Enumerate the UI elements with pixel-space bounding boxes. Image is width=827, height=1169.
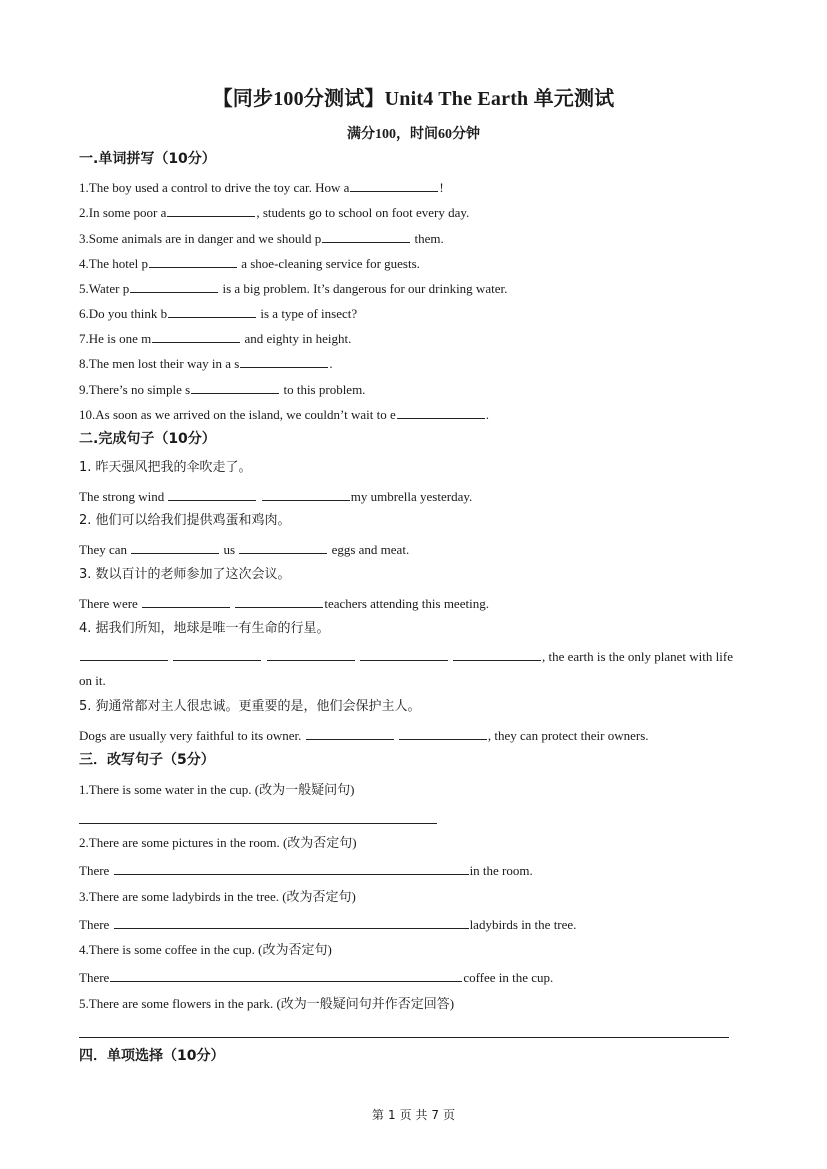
question-item: 5.There are some flowers in the park. (改为一般疑问句并作否定回答): [79, 996, 455, 1011]
question-item: 3.There are some ladybirds in the tree. (改为否定句): [79, 889, 356, 904]
answer-blank[interactable]: [131, 541, 219, 554]
section-heading: 一.单词拼写（10分）: [79, 151, 216, 167]
answer-blank[interactable]: [350, 179, 438, 192]
answer-blank[interactable]: [239, 541, 327, 554]
question-item: 5.Water p is a big problem. It’s dangerous for our drinking water.: [79, 281, 508, 296]
question-item: 1.The boy used a control to drive the toy car. How a !: [79, 180, 444, 195]
answer-blank[interactable]: [235, 595, 323, 608]
answer-blank[interactable]: [114, 916, 469, 929]
question-item: There were teachers attending this meeting.: [79, 596, 489, 611]
answer-blank[interactable]: [191, 381, 279, 394]
question-item-continued: on it.: [79, 673, 106, 688]
page-footer: 第 1 页 共 7 页: [371, 1108, 456, 1122]
chinese-prompt: 1. 昨天强风把我的伞吹走了。: [79, 460, 252, 475]
answer-blank[interactable]: [240, 355, 328, 368]
question-item: 9.There’s no simple s to this problem.: [79, 382, 366, 397]
answer-blank[interactable]: [453, 648, 541, 661]
answer-blank[interactable]: [80, 648, 168, 661]
answer-blank[interactable]: [149, 255, 237, 268]
chinese-prompt: 2. 他们可以给我们提供鸡蛋和鸡肉。: [79, 513, 291, 528]
question-item: Dogs are usually very faithful to its owner. , they can protect their owners.: [79, 728, 649, 743]
answer-blank[interactable]: [262, 488, 350, 501]
answer-blank[interactable]: [142, 595, 230, 608]
question-item: 2.There are some pictures in the room. (改为否定句): [79, 835, 357, 850]
answer-blank[interactable]: [114, 862, 469, 875]
page-subtitle: 满分100，时间60分钟: [347, 127, 480, 142]
answer-blank[interactable]: [152, 330, 240, 343]
question-item: 10.As soon as we arrived on the island, we couldn’t wait to e .: [79, 407, 489, 422]
answer-blank[interactable]: [360, 648, 448, 661]
answer-blank[interactable]: [130, 280, 218, 293]
answer-item: There in the room.: [79, 863, 533, 878]
question-item: 8.The men lost their way in a s .: [79, 356, 333, 371]
answer-blank[interactable]: [168, 488, 256, 501]
answer-item: There ladybirds in the tree.: [79, 917, 577, 932]
answer-line[interactable]: [79, 823, 437, 824]
question-item: , the earth is the only planet with life: [79, 648, 733, 665]
section-heading: 三．改写句子（5分）: [79, 752, 215, 768]
answer-line[interactable]: [79, 1037, 729, 1038]
section-heading: 四．单项选择（10分）: [79, 1048, 225, 1064]
answer-blank[interactable]: [399, 727, 487, 740]
section-heading: 二.完成句子（10分）: [79, 431, 216, 447]
question-item: 3.Some animals are in danger and we should p them.: [79, 231, 444, 246]
answer-blank[interactable]: [110, 969, 462, 982]
answer-blank[interactable]: [173, 648, 261, 661]
answer-blank[interactable]: [306, 727, 394, 740]
answer-blank[interactable]: [167, 204, 255, 217]
question-item: 1.There is some water in the cup. (改为一般疑问句): [79, 782, 355, 797]
question-item: 6.Do you think b is a type of insect?: [79, 306, 358, 321]
current-page-number: 1: [387, 1108, 396, 1122]
question-item: They can us eggs and meat.: [79, 542, 410, 557]
question-item: The strong wind my umbrella yesterday.: [79, 489, 473, 504]
chinese-prompt: 3. 数以百计的老师参加了这次会议。: [79, 567, 291, 582]
question-item: 4.There is some coffee in the cup. (改为否定句): [79, 942, 332, 957]
question-item: 4.The hotel p a shoe-cleaning service for guests.: [79, 256, 420, 271]
answer-item: There coffee in the cup.: [79, 970, 554, 985]
answer-blank[interactable]: [397, 406, 485, 419]
question-item: 7.He is one m and eighty in height.: [79, 331, 352, 346]
question-item: 2.In some poor a , students go to school on foot every day.: [79, 205, 470, 220]
chinese-prompt: 4. 据我们所知，地球是唯一有生命的行星。: [79, 621, 330, 636]
answer-blank[interactable]: [267, 648, 355, 661]
total-pages: 7: [431, 1108, 440, 1122]
answer-blank[interactable]: [168, 305, 256, 318]
chinese-prompt: 5. 狗通常都对主人很忠诚。更重要的是，他们会保护主人。: [79, 699, 421, 714]
answer-blank[interactable]: [322, 230, 410, 243]
page-title: 【同步100分测试】Unit4 The Earth 单元测试: [212, 88, 615, 110]
